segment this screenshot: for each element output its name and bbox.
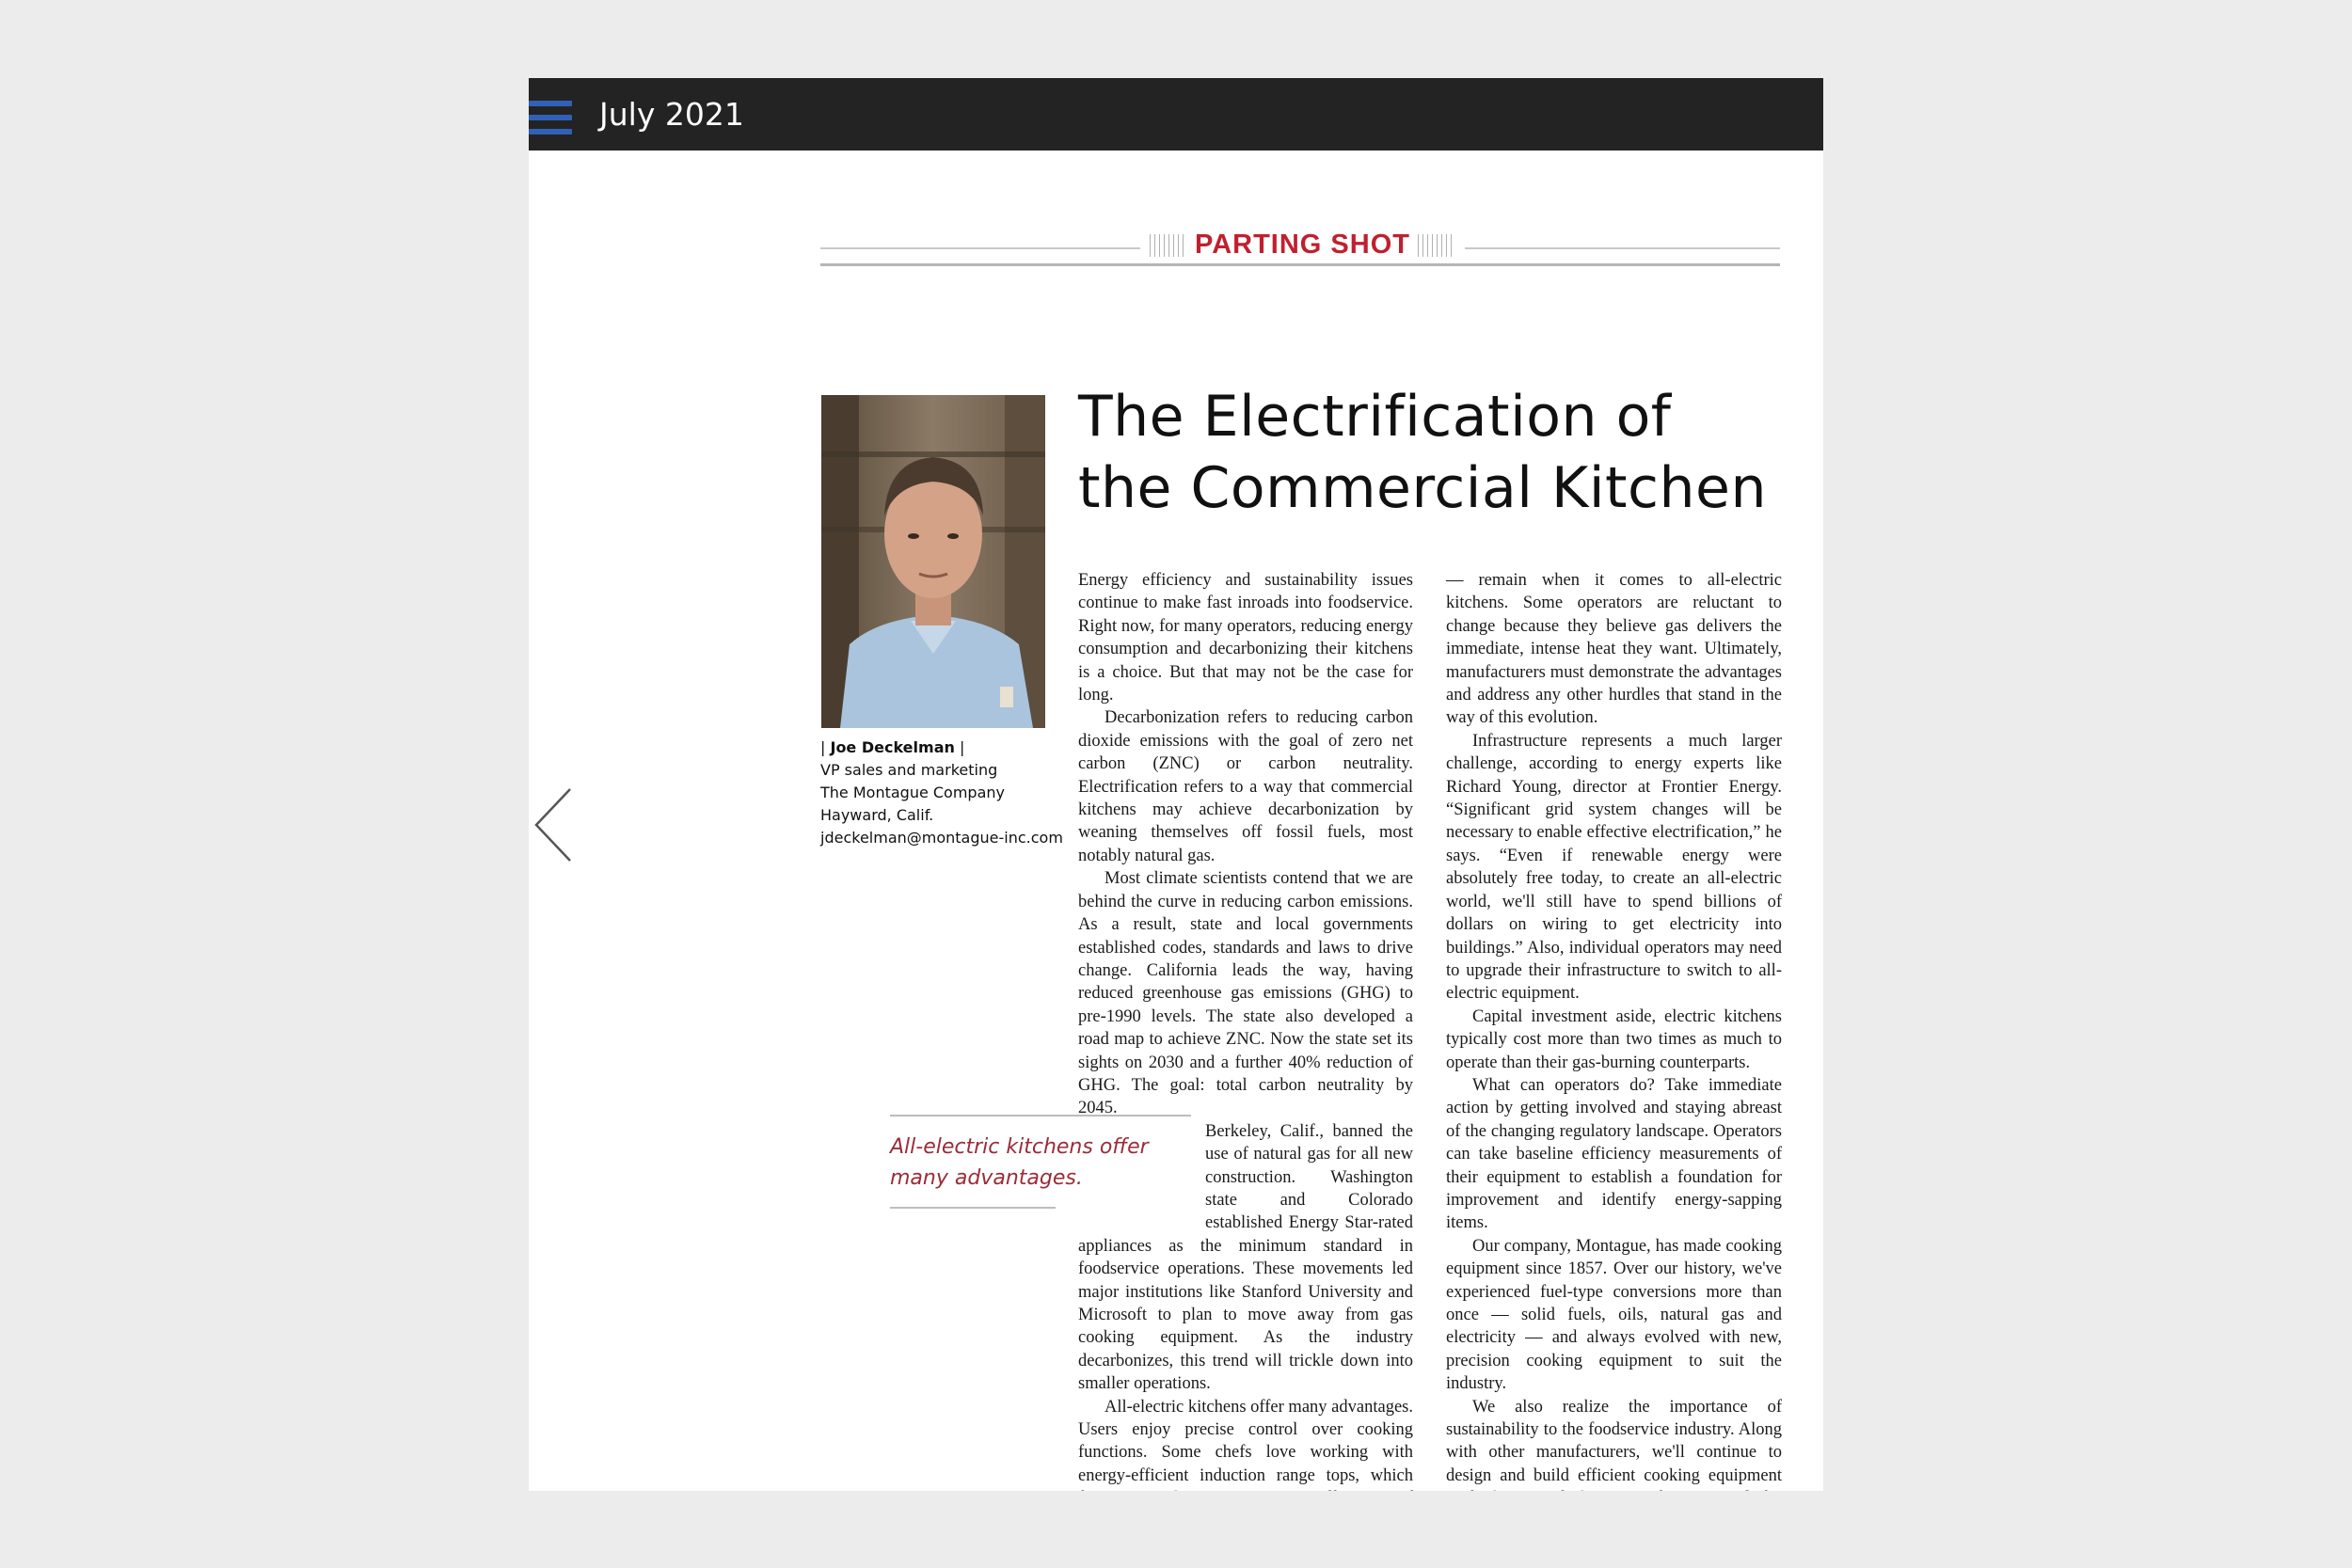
paragraph: Energy efficiency and sustainability issues continue to make fast inroads into foodservice. Right now, for many operators, reducing energy consumption and decarbonizing their kitchens is a choice. But that may not be the case for long.: [1078, 571, 1413, 705]
hatch-ornament: [1418, 234, 1455, 257]
hamburger-menu-icon[interactable]: [529, 101, 572, 135]
magazine-page: [529, 150, 1823, 1491]
pull-quote-rule: [890, 1207, 1056, 1209]
article-headline: [1078, 381, 1803, 524]
author-email: jdeckelman@montague-inc.com: [820, 829, 1063, 847]
paragraph: Infrastructure represents a much larger challenge, according to energy experts like Richard Young, director at Frontier Energy. “Significant grid system changes will be necessary to enable effective electrification,” he says. “Even if renewable energy were absolutely free today, to create an all-electric world, we'll still have to spend billions of dollars on wiring to get electricity into buildings.” Also, individual operators may need to upgrade their infrastructure to switch to all-electric equipment.: [1446, 731, 1782, 1004]
chevron-left-icon[interactable]: [532, 785, 580, 864]
paragraph: All-electric kitchens offer many advantages. Users enjoy precise control over cooking functions. Some chefs love working with energy-efficient induction range tops, which: [1078, 1397, 1413, 1485]
hatch-ornament: [1150, 234, 1187, 257]
author-photo: [821, 395, 1045, 728]
pull-quote: [890, 1115, 1191, 1209]
paragraph: — remain when it comes to all-electric kitchens. Some operators are reluctant to change because they believe gas delivers the immediate, intense heat they want. Ultimately, manufacturers must demonstrate the advantages and address any other hurdles that stand in the way of this evolution.: [1446, 571, 1782, 728]
paragraph: Capital investment aside, electric kitchens typically cost more than two times as much to operate than their gas-burning counterparts.: [1446, 1006, 1782, 1072]
magazine-viewer: [529, 78, 1823, 1491]
author-title: VP sales and marketing: [820, 761, 998, 779]
article-column-2: [1446, 569, 1782, 1491]
paragraph: What can operators do? Take immediate action by getting involved and staying abreast of the changing regulatory landscape. Operators can take baseline efficiency measurements of their equipment to establish a foundation for improvement and identify energy-sapping items.: [1446, 1075, 1782, 1233]
author-byline: | Joe Deckelman | VP sales and marketing The Montague Company Hayward, Calif. jdeckelman@montague-inc.com: [820, 736, 1084, 849]
top-bar: [529, 78, 1823, 150]
author-company: The Montague Company: [820, 784, 1005, 801]
pull-quote-text: All-electric kitchens offer many advantages.: [890, 1135, 1149, 1190]
author-location: Hayward, Calif.: [820, 806, 934, 824]
section-header: [820, 230, 1780, 267]
issue-title: July 2021: [599, 96, 744, 133]
headline-line-1: The Electrification of: [1078, 384, 1672, 450]
paragraph: Most climate scientists contend that we are behind the curve in reducing carbon emissions. As a result, state and local governments established codes, standards and laws to drive change. California leads the way, having reduced greenhouse gas emissions (GHG) to pre-1990 levels. The state also developed a road map to achieve ZNC. Now the state set its sights on 2030 and a further 40% reduction of GHG. The goal: total carbon neutrality by 2045.: [1078, 869, 1413, 1118]
article-column-1: [1078, 569, 1413, 1491]
paragraph: Berkeley, Calif., banned the use of natural gas for all new construction. Washington state and Colorado established Energy Star-rated appliances as the minimum standard in foodservice operations. These movements led major institutions like Stanford University and Microsoft to plan to move away from gas cooking equipment. As the industry decarbonizes, this trend will trickle down into smaller operations.: [1078, 1121, 1413, 1394]
paragraph: We also realize the importance of sustainability to the foodservice industry. Along with other manufacturers, we'll continue to design and build efficient cooking equipment: [1446, 1397, 1782, 1485]
paragraph: Decarbonization refers to reducing carbon dioxide emissions with the goal of zero net carbon (ZNC) or carbon neutrality. Electrification refers to a way that commercial kitchens may achieve decarbonization by weaning themselves off fossil fuels, most notably natural gas.: [1078, 708, 1413, 865]
headline-line-2: the Commercial Kitchen: [1078, 455, 1767, 521]
author-name: Joe Deckelman: [830, 738, 955, 756]
section-label: PARTING SHOT: [1195, 230, 1410, 260]
paragraph: Our company, Montague, has made cooking equipment since 1857. Over our history, we've experienced fuel-type conversions more than once — solid fuels, oils, natural gas and electricity — and always evolved with new, precision cooking equipment to suit the industry.: [1446, 1236, 1782, 1394]
